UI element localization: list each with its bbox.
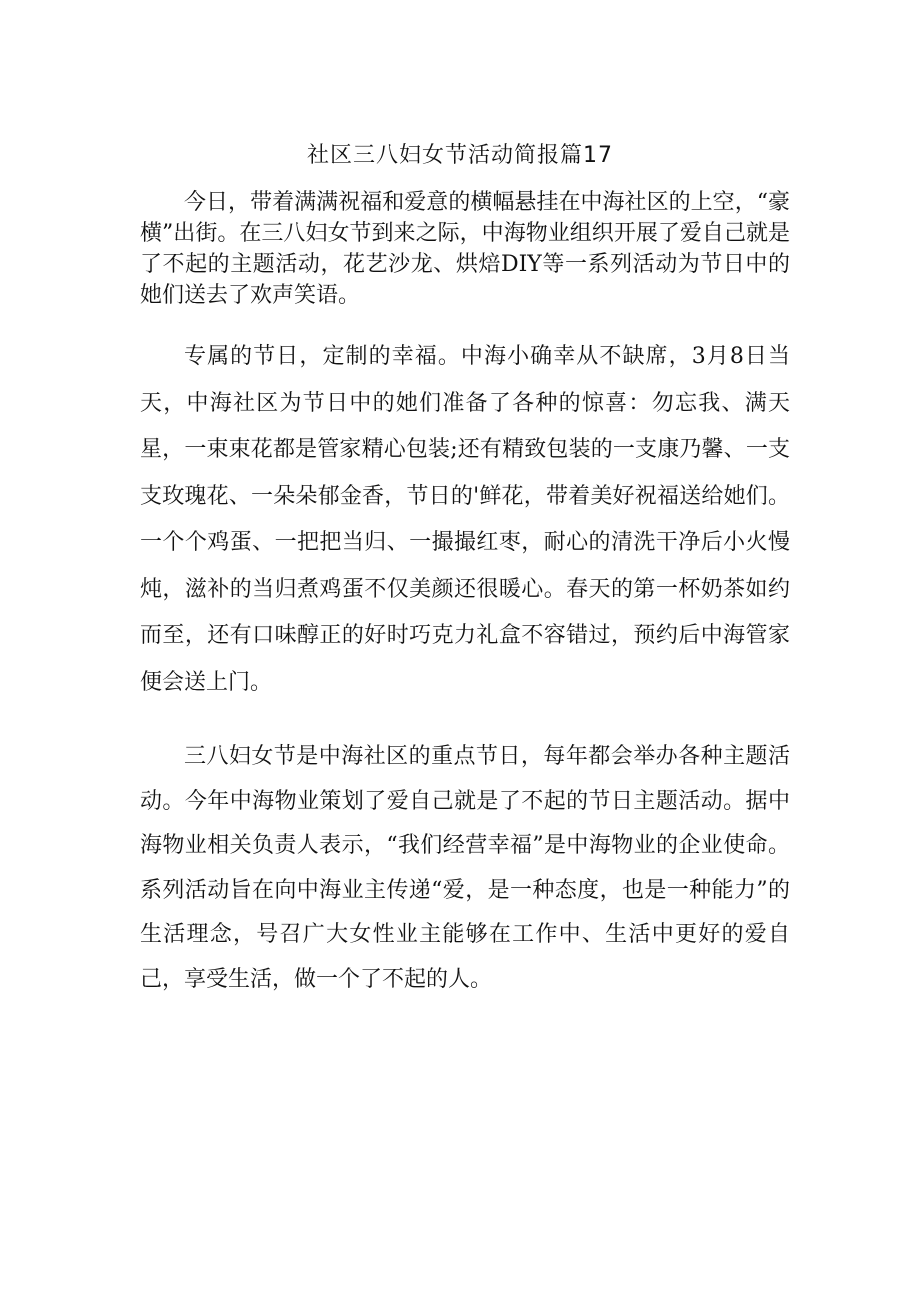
paragraph-gifts: 专属的节日，定制的幸福。中海小确幸从不缺席，3月8日当天，中海社区为节日中的她们准备了各种的惊喜：勿忘我、满天星，一束束花都是管家精心包装;还有精致包装的一支康乃馨、一支支玫瑰花、一朵朵郁金香，节日的'鲜花，带着美好祝福送给她们。一个个鸡蛋、一把把当归、一撮撮红枣，耐心的清洗干净后小火慢炖，滋补的当归煮鸡蛋不仅美颜还很暖心。春天的第一杯奶茶如约而至，还有口味醇正的好时巧克力礼盒不容错过，预约后中海管家便会送上门。 xyxy=(140,344,790,695)
document-title: 社区三八妇女节活动简报篇17 xyxy=(307,143,613,168)
paragraph-mission: 三八妇女节是中海社区的重点节日，每年都会举办各种主题活动。今年中海物业策划了爱自己就是了不起的节日主题活动。据中海物业相关负责人表示，“我们经营幸福”是中海物业的企业使命。系列活动旨在向中海业主传递“爱，是一种态度，也是一种能力”的生活理念，号召广大女性业主能够在工作中、生活中更好的爱自己，享受生活，做一个了不起的人。 xyxy=(140,744,790,992)
paragraph-intro: 今日，带着满满祝福和爱意的横幅悬挂在中海社区的上空，“豪横”出街。在三八妇女节到来之际，中海物业组织开展了爱自己就是了不起的主题活动，花艺沙龙、烘焙DIY等一系列活动为节日中的她们送去了欢声笑语。 xyxy=(140,190,790,308)
